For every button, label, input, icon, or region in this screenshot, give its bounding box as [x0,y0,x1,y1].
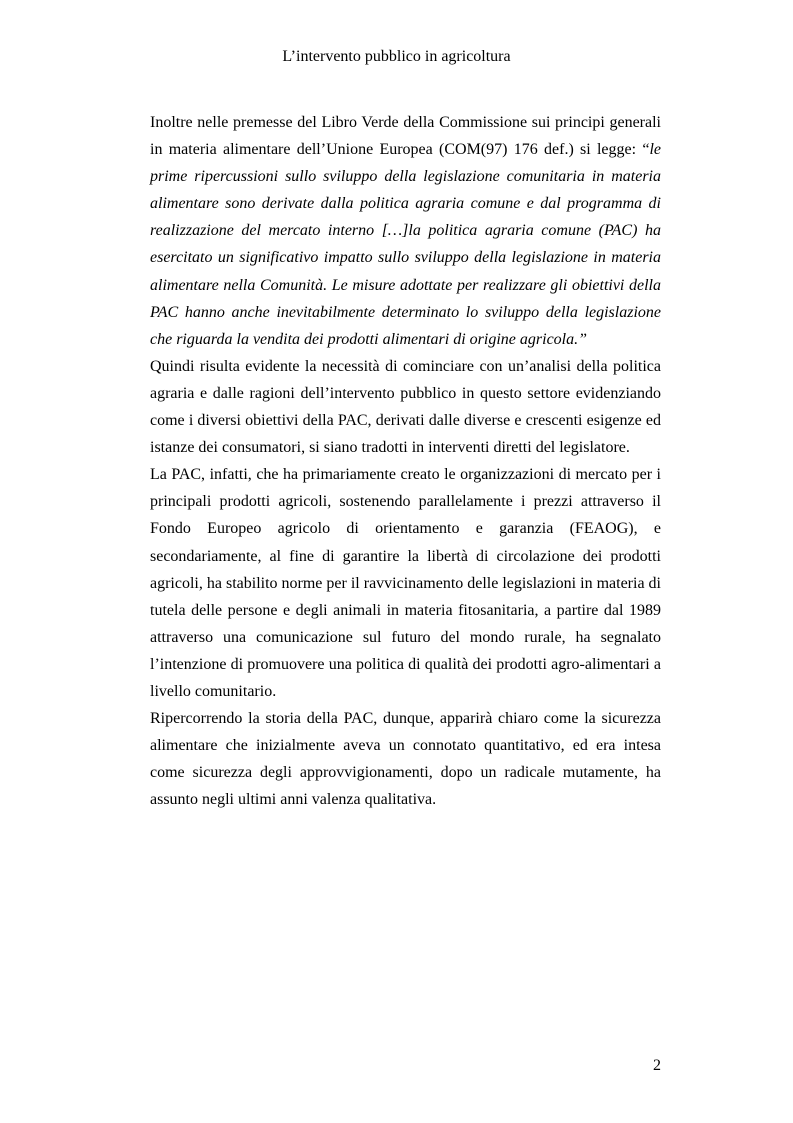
paragraph-libro-verde [150,109,661,353]
paragraph-analisi: Quindi risulta evidente la necessità di cominciare con un’analisi della politica agraria e dalle ragioni dell’intervento pubblico in questo settore evidenziando come i diversi obiettivi della PAC, derivati dalle diverse e crescenti esigenze ed istanze dei consumatori, si siano tradotti in interventi diretti del legislatore. [150,357,661,457]
paragraph-intro-text: Inoltre nelle premesse del Libro Verde della Commissione sui principi generali in materia alimentare dell’Unione Europea (COM(97) 176 def.) si legge: “ [150,114,661,159]
body-text [150,109,661,813]
running-header: L’intervento pubblico in agricoltura [282,48,511,65]
italic-quotation: le prime ripercussioni sullo sviluppo della legislazione comunitaria in materia alimentare sono derivate dalla politica agraria comune e dal programma di realizzazione del mercato interno […]la politica agraria comune (PAC) ha esercitato un significativo impatto sullo sviluppo della legislazione in materia alimentare nella Comunità. Le misure adottate per realizzare gli obiettivi della PAC hanno anche inevitabilmente determinato lo sviluppo della legislazione che riguarda la vendita dei prodotti alimentari di origine agricola.” [150,141,661,348]
paragraph-storia: Ripercorrendo la storia della PAC, dunque, apparirà chiaro come la sicurezza alimentare che inizialmente aveva un connotato quantitativo, ed era intesa come sicurezza degli approvvigionamenti, dopo un radicale mutamente, ha assunto negli ultimi anni valenza qualitativa. [150,710,661,809]
paragraph-pac: La PAC, infatti, che ha primariamente creato le organizzazioni di mercato per i principali prodotti agricoli, sostenendo parallelamente i prezzi attraverso il Fondo Europeo agricolo di orientamento e garanzia (FEAOG), e secondariamente, al fine di garantire la libertà di circolazione dei prodotti agricoli, ha stabilito norme per il ravvicinamento delle legislazioni in materia di tutela delle persone e degli animali in materia fitosanitaria, a partire dal 1989 attraverso una comunicazione sul futuro del mondo rurale, ha segnalato l’intenzione di promuovere una politica di qualità dei prodotti agro-alimentari a livello comunitario. [150,466,661,700]
page-number: 2 [653,1057,661,1074]
